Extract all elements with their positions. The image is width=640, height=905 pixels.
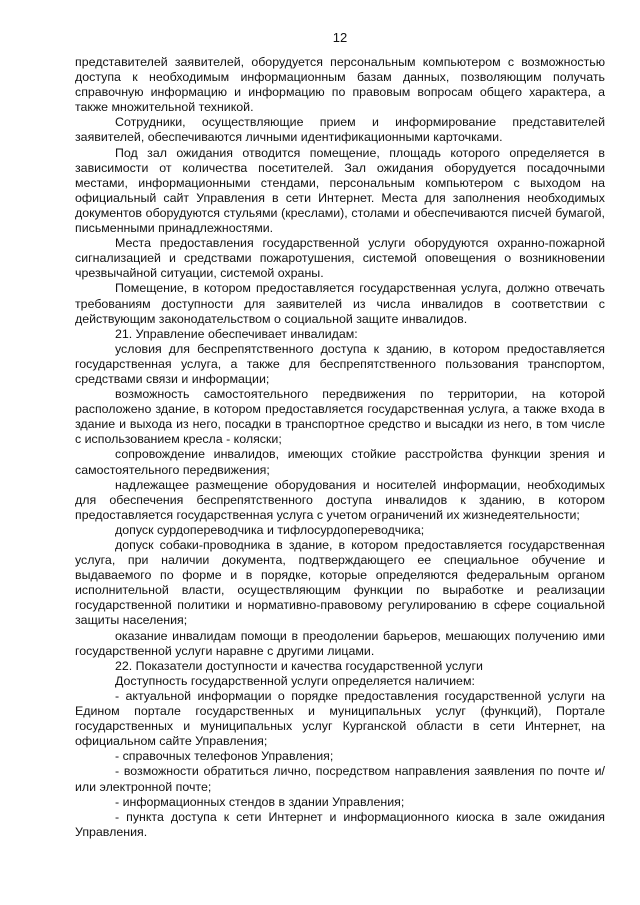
paragraph: допуск собаки-проводника в здание, в котором предоставляется государственная услуга, при наличии документа, подтверждающего ее специальное обучение и выдаваемого по форме и в порядке, которые определяются федеральным органом исполнительной власти, осуществляющим функции по выработке и реализации государственной политики и нормативно-правовому регулированию в сфере социальной защиты населения; <box>75 538 605 628</box>
paragraph: Сотрудники, осуществляющие прием и информирование представителей заявителей, обеспечиваются личными идентификационными карточками. <box>75 115 605 145</box>
section-heading: 22. Показатели доступности и качества государственной услуги <box>115 658 483 673</box>
list-item: - возможности обратиться лично, посредством направления заявления по почте и/или электронной почте; <box>75 764 605 794</box>
paragraph: условия для беспрепятственного доступа к зданию, в котором предоставляется государственная услуга, а также для беспрепятственного пользования транспортом, средствами связи и информации; <box>75 341 605 386</box>
paragraph: Помещение, в котором предоставляется государственная услуга, должно отвечать требованиям доступности для заявителей из числа инвалидов в соответствии с действующим законодательством о социальной защите инвалидов. <box>75 281 605 326</box>
paragraph: надлежащее размещение оборудования и носителей информации, необходимых для обеспечения беспрепятственного доступа инвалидов к зданию, в котором предоставляется государственная услуга с учетом ограничений их жизнедеятельности; <box>75 477 605 522</box>
section-heading: 21. Управление обеспечивает инвалидам: <box>115 326 358 341</box>
list-item: - справочных телефонов Управления; <box>115 749 334 764</box>
paragraph: Доступность государственной услуги определяется наличием: <box>115 673 475 688</box>
paragraph: сопровождение инвалидов, имеющих стойкие расстройства функции зрения и самостоятельного передвижения; <box>75 447 605 477</box>
paragraph: Места предоставления государственной услуги оборудуются охранно-пожарной сигнализацией и средствами пожаротушения, системой оповещения о возникновении чрезвычайной ситуации, системой охраны. <box>75 236 605 281</box>
list-item: - информационных стендов в здании Управления; <box>115 794 405 809</box>
paragraph: возможность самостоятельного передвижения по территории, на которой расположено здание, в котором предоставляется государственная услуга, а также входа в здание и выхода из него, посадки в транспортное средство и высадки из него, в том числе с использованием кресла - коляски; <box>75 387 605 447</box>
list-item: - пункта доступа к сети Интернет и информационного киоска в зале ожидания Управления. <box>75 809 605 839</box>
paragraph: оказание инвалидам помощи в преодолении барьеров, мешающих получению ими государственной услуги наравне с другими лицами. <box>75 628 605 658</box>
paragraph: представителей заявителей, оборудуется персональным компьютером с возможностью доступа к необходимым информационным базам данных, позволяющим получать справочную информацию и информацию по правовым вопросам общего характера, а также множительной техникой. <box>75 55 605 115</box>
paragraph: допуск сурдопереводчика и тифлосурдопереводчика; <box>115 522 425 537</box>
list-item: - актуальной информации о порядке предоставления государственной услуги на Едином портале государственных и муниципальных услуг (функций), Портале государственных и муниципальных услуг Курганской области в сети Интернет, на официальном сайте Управления; <box>75 688 605 749</box>
document-body <box>75 55 605 840</box>
page-number: 12 <box>332 30 348 45</box>
paragraph: Под зал ожидания отводится помещение, площадь которого определяется в зависимости от количества посетителей. Зал ожидания оборудуется посадочными местами, информационными стендами, персональным компьютером с выходом на официальный сайт Управления в сети Интернет. Места для заполнения необходимых документов оборудуются стульями (креслами), столами и обеспечиваются писчей бумагой, письменными принадлежностями. <box>75 145 605 236</box>
